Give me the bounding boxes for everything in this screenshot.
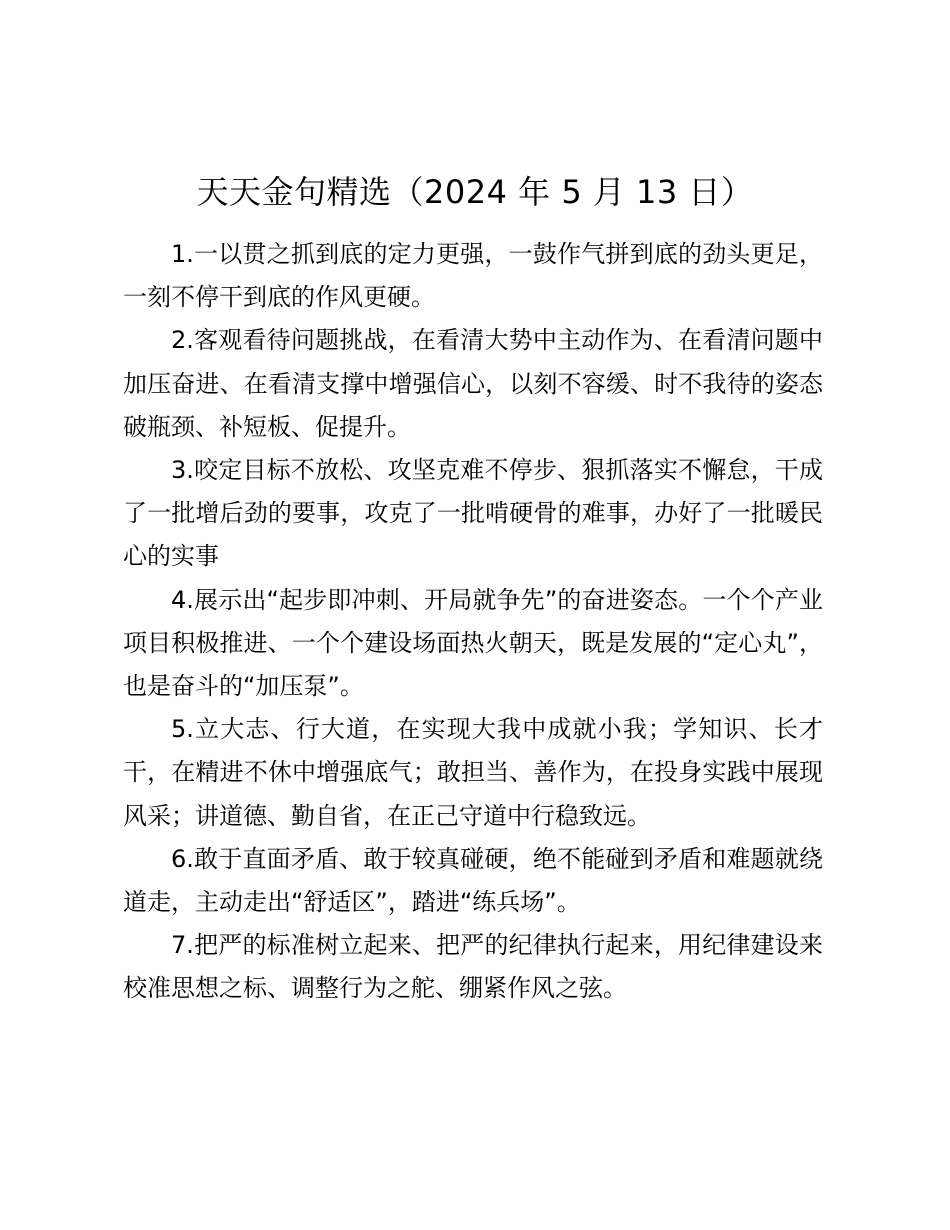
paragraph-3: 3.咬定目标不放松、攻坚克难不停步、狠抓落实不懈怠，干成了一批增后劲的要事，攻克了一批啃硬骨的难事，办好了一批暖民心的实事 (123, 456, 823, 571)
paragraph-4: 4.展示出“起步即冲刺、开局就争先”的奋进姿态。一个个产业项目积极推进、一个个建设场面热火朝天，既是发展的“定心丸”，也是奋斗的“加压泵”。 (123, 585, 823, 701)
paragraph-2: 2.客观看待问题挑战，在看清大势中主动作为、在看清问题中加压奋进、在看清支撑中增强信心，以刻不容缓、时不我待的姿态破瓶颈、补短板、促提升。 (123, 326, 823, 441)
document-title: 天天金句精选（2024 年 5 月 13 日） (196, 173, 754, 211)
paragraph-5: 5.立大志、行大道，在实现大我中成就小我；学知识、长才干，在精进不休中增强底气；敢担当、善作为，在投身实践中展现风采；讲道德、勤自省，在正己守道中行稳致远。 (123, 715, 823, 830)
paragraph-1: 1.一以贯之抓到底的定力更强，一鼓作气拼到底的劲头更足，一刻不停干到底的作风更硬。 (123, 240, 823, 312)
document-body (123, 233, 823, 1011)
paragraph-6: 6.敢于直面矛盾、敢于较真碰硬，绝不能碰到矛盾和难题就绕道走，主动走出“舒适区”，踏进“练兵场”。 (123, 844, 823, 917)
paragraph-7: 7.把严的标准树立起来、把严的纪律执行起来，用纪律建设来校准思想之标、调整行为之舵、绷紧作风之弦。 (123, 931, 823, 1003)
